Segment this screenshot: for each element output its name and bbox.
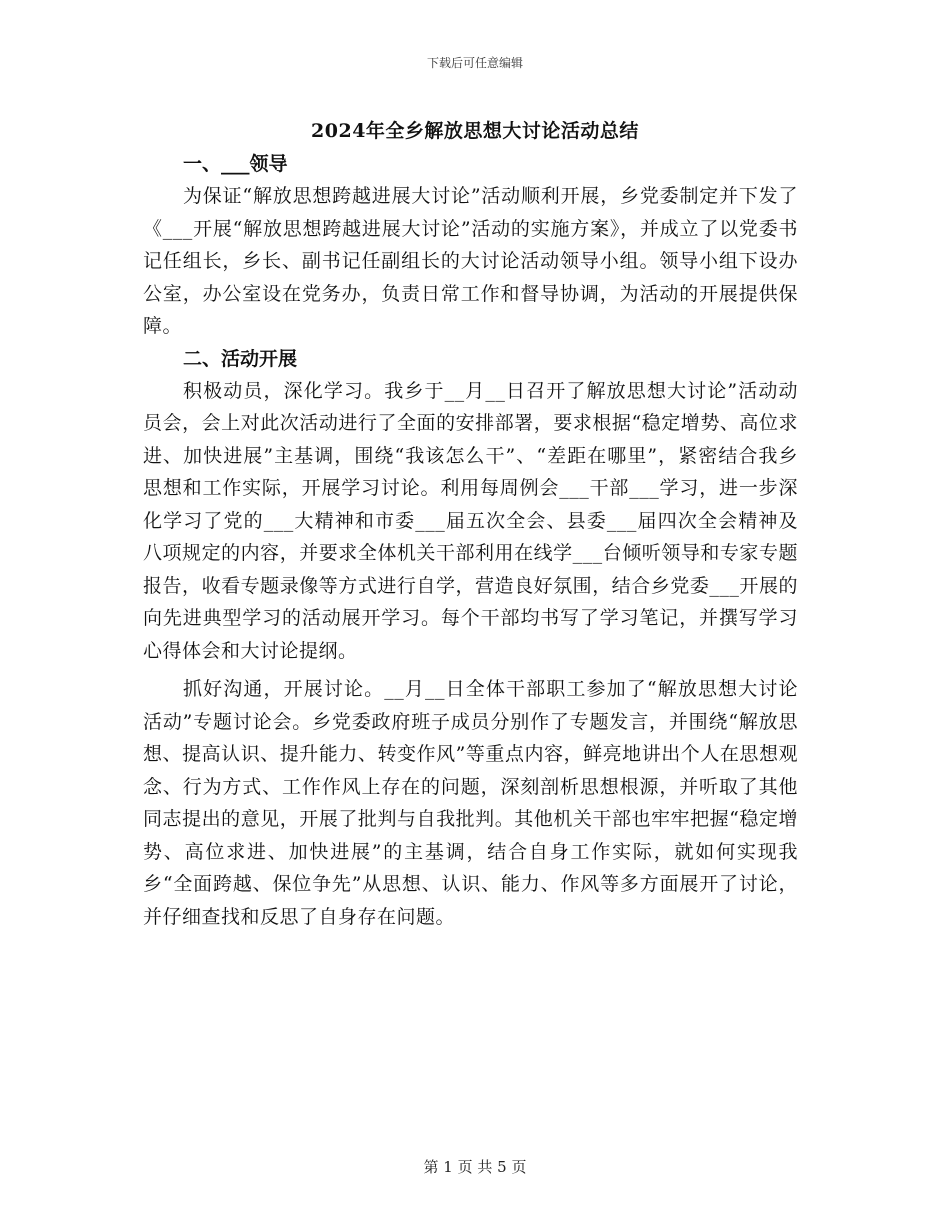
page-number-footer: 第 1 页 共 5 页 [423, 1158, 527, 1176]
section-2-paragraph-1: 积极动员，深化学习。我乡于__月__日召开了解放思想大讨论”活动动员会，会上对此次活动进行了全面的安排部署，要求根据“稳定增势、高位求进、加快进展”主基调，围绕“我该怎么干”、“差距在哪里”，紧密结合我乡思想和工作实际，开展学习讨论。利用每周例会___干部___学习，进一步深化学习了党的___大精神和市委___届五次全会、县委___届四次全会精神及八项规定的内容，并要求全体机关干部利用在线学___台倾听领导和专家专题报告，收看专题录像等方式进行自学，营造良好氛围，结合乡党委___开展的向先进典型学习的活动展开学习。每个干部均书写了学习笔记，并撰写学习心得体会和大讨论提纲。 [143, 379, 798, 662]
page-header-note: 下载后可任意编辑 [426, 56, 523, 70]
document-title: 2024年全乡解放思想大讨论活动总结 [311, 120, 639, 142]
document-body [143, 148, 798, 933]
section-2-paragraph-2: 抓好沟通，开展讨论。__月__日全体干部职工参加了“解放思想大讨论活动”专题讨论会。乡党委政府班子成员分别作了专题发言，并围绕“解放思想、提高认识、提升能力、转变作风”等重点内容，鲜亮地讲出个人在思想观念、行为方式、工作作风上存在的问题，深刻剖析思想根源，并听取了其他同志提出的意见，开展了批判与自我批判。其他机关干部也牢牢把握“稳定增势、高位求进、加快进展”的主基调，结合自身工作实际，就如何实现我乡“全面跨越、保位争先”从思想、认识、能力、作风等多方面展开了讨论，并仔细查找和反思了自身存在问题。 [143, 678, 798, 928]
section-1-paragraph-1: 为保证“解放思想跨越进展大讨论”活动顺利开展，乡党委制定并下发了《___开展“解放思想跨越进展大讨论”活动的实施方案》，并成立了以党委书记任组长，乡长、副书记任副组长的大讨论活动领导小组。领导小组下设办公室，办公室设在党务办，负责日常工作和督导协调，为活动的开展提供保障。 [143, 185, 798, 337]
section-2-heading: 二、活动开展 [183, 347, 298, 370]
section-1-heading: 一、___领导 [183, 153, 288, 175]
